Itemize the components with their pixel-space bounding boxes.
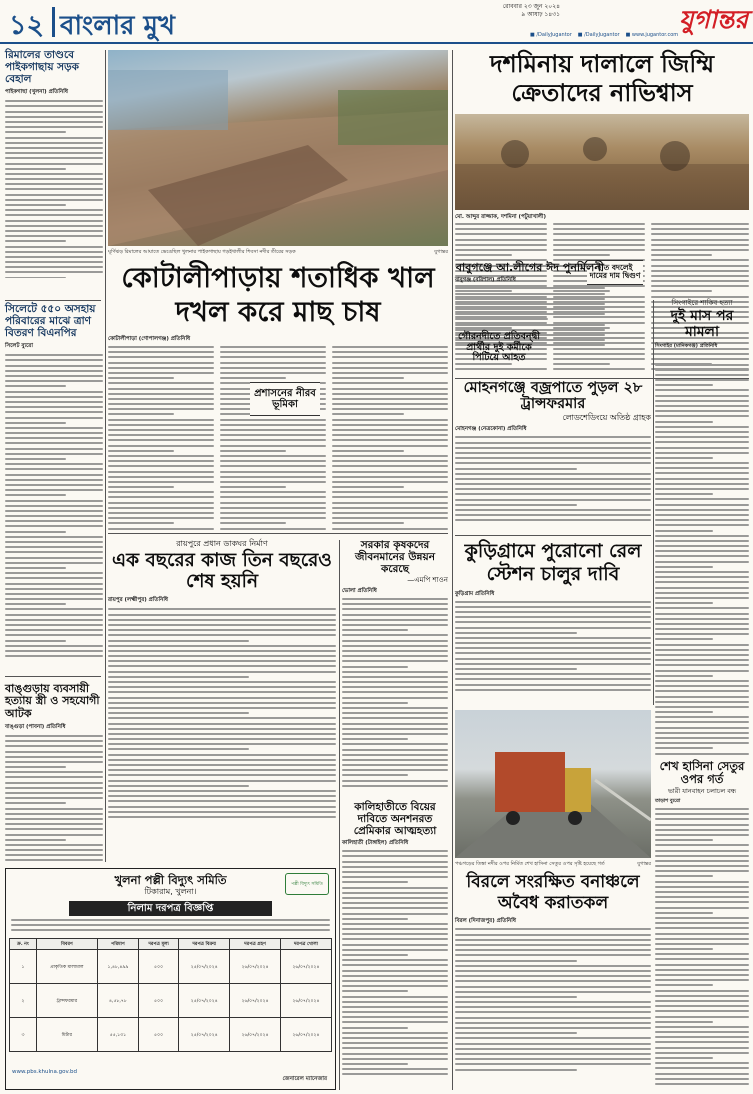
facebook-link[interactable]: ■ /DailyJugantor xyxy=(530,32,572,38)
headline: দুই মাস পর মামলা xyxy=(670,307,734,340)
caption-text: পঞ্চগড়ের তিস্তা নদীর ওপর নির্মিত শেখ হাসিনা সেতুর ওপর সৃষ্টি হয়েছে গর্ত xyxy=(455,861,605,867)
section-rule xyxy=(108,533,448,534)
article-kurigram xyxy=(455,540,651,705)
kicker: সিংগাইরে শাকিব হত্যা xyxy=(671,299,733,307)
article-rimal xyxy=(5,50,103,292)
truck-illustration xyxy=(455,710,651,858)
photo-credit: যুগান্তর xyxy=(637,861,651,867)
byline: কোটালীপাড়া (গোপালগঞ্জ) প্রতিনিধি xyxy=(108,336,191,342)
pull-quote: হাত বদলেই দামের দাম দ্বিগুণ xyxy=(587,260,643,285)
column-rule xyxy=(339,540,340,1090)
masthead-divider xyxy=(52,7,55,37)
headline: শেখ হাসিনা সেতুর ওপর গর্ত xyxy=(659,759,745,786)
social-links xyxy=(530,32,750,38)
article-khal xyxy=(108,262,448,530)
body-col-2 xyxy=(220,346,326,530)
ad-logo xyxy=(285,873,329,895)
ad-intro-text xyxy=(11,919,330,935)
attribution: —এমপি শাওন xyxy=(407,576,448,585)
section-rule xyxy=(455,535,651,536)
byline: বাবুগঞ্জ (বরিশাল) প্রতিনিধি xyxy=(455,277,516,284)
ad-org-name: খুলনা পল্লী বিদ্যুৎ সমিতি xyxy=(114,873,227,887)
page-number: ১২ xyxy=(9,10,45,41)
article-raipur xyxy=(108,540,336,832)
date-gregorian: রোববার ২৩ জুন ২০২৪ xyxy=(502,3,560,10)
body-col-1 xyxy=(108,346,214,530)
byline: ভোলা প্রতিনিধি xyxy=(342,588,377,595)
byline: সিলেট ব্যুরো xyxy=(5,343,33,350)
twitter-link[interactable]: ■ /DailyJugantor xyxy=(577,32,620,38)
ad-org-address: টিকারাম, খুলনা। xyxy=(144,886,197,896)
col-open: দরপত্র খোলা xyxy=(281,939,332,950)
bridge-photo-caption xyxy=(455,861,651,869)
bridge-photo xyxy=(455,710,651,858)
road-photo-illustration xyxy=(108,50,448,246)
column-rule xyxy=(452,50,453,1090)
ad-website[interactable]: www.pbs.khulna.gov.bd xyxy=(12,1069,78,1075)
kicker: রায়পুরে প্রধান ডাকঘর নির্মাণ xyxy=(176,539,268,548)
sidebar-box: প্রশাসনের নীরব ভূমিকা xyxy=(250,382,320,416)
ad-signature: জেনারেল ম্যানেজার xyxy=(282,1076,327,1082)
dalal-photo xyxy=(455,114,749,210)
body-text xyxy=(455,601,651,695)
byline: রায়পুর (লক্ষ্মীপুর) প্রতিনিধি xyxy=(108,597,169,604)
facebook-icon: ■ xyxy=(530,32,535,38)
headline: কুড়িগ্রামে পুরোনো রেল স্টেশন চালুর দাবি xyxy=(464,540,642,585)
road-photo xyxy=(108,50,448,246)
byline: মো. আব্দুর রাজ্জাক, দশমিনা (পটুয়াখালী) xyxy=(455,214,546,220)
ad-table xyxy=(9,938,332,1052)
col-price: দরপত্র মূল্য xyxy=(138,939,178,950)
table-row: ৩ মিটার ৫৫,১৩১ ৫০০ ২৫/০৭/২০২৪ ২৬/০৭/২০২৪ ২৬/০৭/২০২৪ xyxy=(10,1018,332,1052)
article-sylhet xyxy=(5,304,103,669)
logo-label: পল্লী বিদ্যুৎ সমিতি xyxy=(291,882,323,887)
byline: কালিহাতী (টাঙ্গাইল) প্রতিনিধি xyxy=(342,840,409,847)
body-text xyxy=(655,808,749,1086)
body-col-3 xyxy=(332,346,448,530)
article-singair xyxy=(655,300,749,755)
masthead xyxy=(0,0,753,44)
date-bangla: ৯ আষাঢ় ১৪৩১ xyxy=(521,11,560,18)
subhead: ভারী যানবাহন চলাচল বন্ধ xyxy=(667,786,737,795)
body-text xyxy=(342,850,448,1076)
byline: পাইকগাছা (খুলনা) প্রতিনিধি xyxy=(5,89,68,96)
subhead: লোডশেডিংয়ে অতিষ্ঠ গ্রাহক xyxy=(562,413,651,423)
headline: বিরলে সংরক্ষিত বনাঞ্চলে অবৈধ করাতকল xyxy=(466,872,640,913)
table-row: ১ প্রাকৃতিক মালামাল ১,৪৮,৪৯৯ ৫০০ ২৫/০৭/২০২৪ ২৬/০৭/২০২৪ ২৬/০৭/২০২৪ xyxy=(10,950,332,984)
headline: কোটালীপাড়ায় শতাধিক খাল দখল করে মাছ চাষ xyxy=(121,262,435,328)
body-text xyxy=(455,928,651,1074)
photo-credit: যুগান্তর xyxy=(434,249,448,255)
table-header-row xyxy=(10,939,332,950)
headline: দশমিনায় দালালে জিম্মি ক্রেতাদের নাভিশ্বাস xyxy=(489,50,715,107)
article-kalihati xyxy=(342,802,448,1090)
col-serial: ক্র. নং xyxy=(10,939,37,950)
headline: রিমালের তাণ্ডবে পাইকগাছায় সড়ক বেহাল xyxy=(5,49,79,85)
byline: তাড়াশ ব্যুরো xyxy=(655,798,681,805)
byline: বাঙ্গুড়া (পাবনা) প্রতিনিধি xyxy=(5,723,66,730)
headline: এক বছরের কাজ তিন বছরেও শেষ হয়নি xyxy=(112,549,332,592)
body-text xyxy=(5,354,103,659)
body-text xyxy=(5,735,103,863)
divider xyxy=(5,300,101,301)
headline: বাঙ্গুড়ায় ব্যবসায়ী হত্যায় স্ত্রী ও সহযোগী আটক xyxy=(5,682,100,720)
byline: সিংগাইর (মানিকগঞ্জ) প্রতিনিধি xyxy=(655,343,718,350)
market-illustration xyxy=(455,114,749,210)
column-rule xyxy=(105,50,106,862)
headline: সিলেটে ৫৫০ অসহায় পরিবারের মাঝে ত্রাণ বিতরণ বিএনপির xyxy=(5,303,96,339)
col-quantity: পরিমাণ xyxy=(97,939,138,950)
body-text xyxy=(5,100,103,278)
article-krishi xyxy=(342,540,448,798)
article-birol xyxy=(455,872,651,1090)
byline: বিরল (দিনাজপুর) প্রতিনিধি xyxy=(455,918,516,925)
masthead-rule xyxy=(0,42,753,44)
globe-icon: ■ xyxy=(625,32,631,38)
headline: মোহনগঞ্জে বজ্রপাতে পুড়ল ২৮ ট্রান্সফরমার xyxy=(463,380,643,413)
website-link[interactable]: ■ www.jugantor.com xyxy=(625,32,679,38)
col-sale: দরপত্র বিক্রয় xyxy=(179,939,230,950)
article-setu xyxy=(655,760,749,1090)
logo: যুগান্তর xyxy=(678,5,748,34)
article-bhangura xyxy=(5,683,103,863)
headline: কালিহাতীতে বিয়ের দাবিতে অনশনরত প্রেমিকার আত্মহত্যা xyxy=(353,801,437,837)
col-description: বিবরণ xyxy=(36,939,97,950)
body-text xyxy=(108,608,336,820)
caption-text: ঘূর্ণিঝড় রিমালের আঘাতে ভেঙেছিল খুলনার পাইকগাছায় গড়ইখালীর শিবসা নদীর তীরের সড়ক xyxy=(108,249,296,255)
twitter-icon: ■ xyxy=(577,32,583,38)
byline: মোহনগঞ্জ (নেত্রকোনা) প্রতিনিধি xyxy=(455,426,527,433)
ad-notice-title: নিলাম দরপত্র বিজ্ঞপ্তি xyxy=(69,901,272,916)
body-text xyxy=(342,598,448,790)
date-line xyxy=(430,3,560,19)
road-photo-caption xyxy=(108,249,448,257)
headline: গৌরনদীতে প্রতিবন্দ্বী প্রার্থীর দুই কর্মীকে পিটিয়ে আহত xyxy=(458,331,540,364)
headline: সরকার কৃষকদের জীবনমানের উন্নয়ন করেছে xyxy=(355,539,435,575)
body-text xyxy=(655,353,749,755)
byline: কুড়িগ্রাম প্রতিনিধি xyxy=(455,590,495,597)
col-receive: দরপত্র গ্রহণ xyxy=(230,939,281,950)
table-row: ২ ট্রান্সফরমার ৪,৫৮,৭৮ ৫০০ ২৫/০৭/২০২৪ ২৬/০৭/২০২৪ ২৬/০৭/২০২৪ xyxy=(10,984,332,1018)
column-rule xyxy=(653,300,654,705)
section-rule xyxy=(455,378,749,379)
section-title: বাংলার মুখ xyxy=(60,11,175,41)
headline: বাবুগঞ্জে আ.লীগের ঈদ পুনর্মিলনী xyxy=(455,261,605,274)
divider xyxy=(5,676,101,677)
tender-advertisement xyxy=(5,868,336,1090)
